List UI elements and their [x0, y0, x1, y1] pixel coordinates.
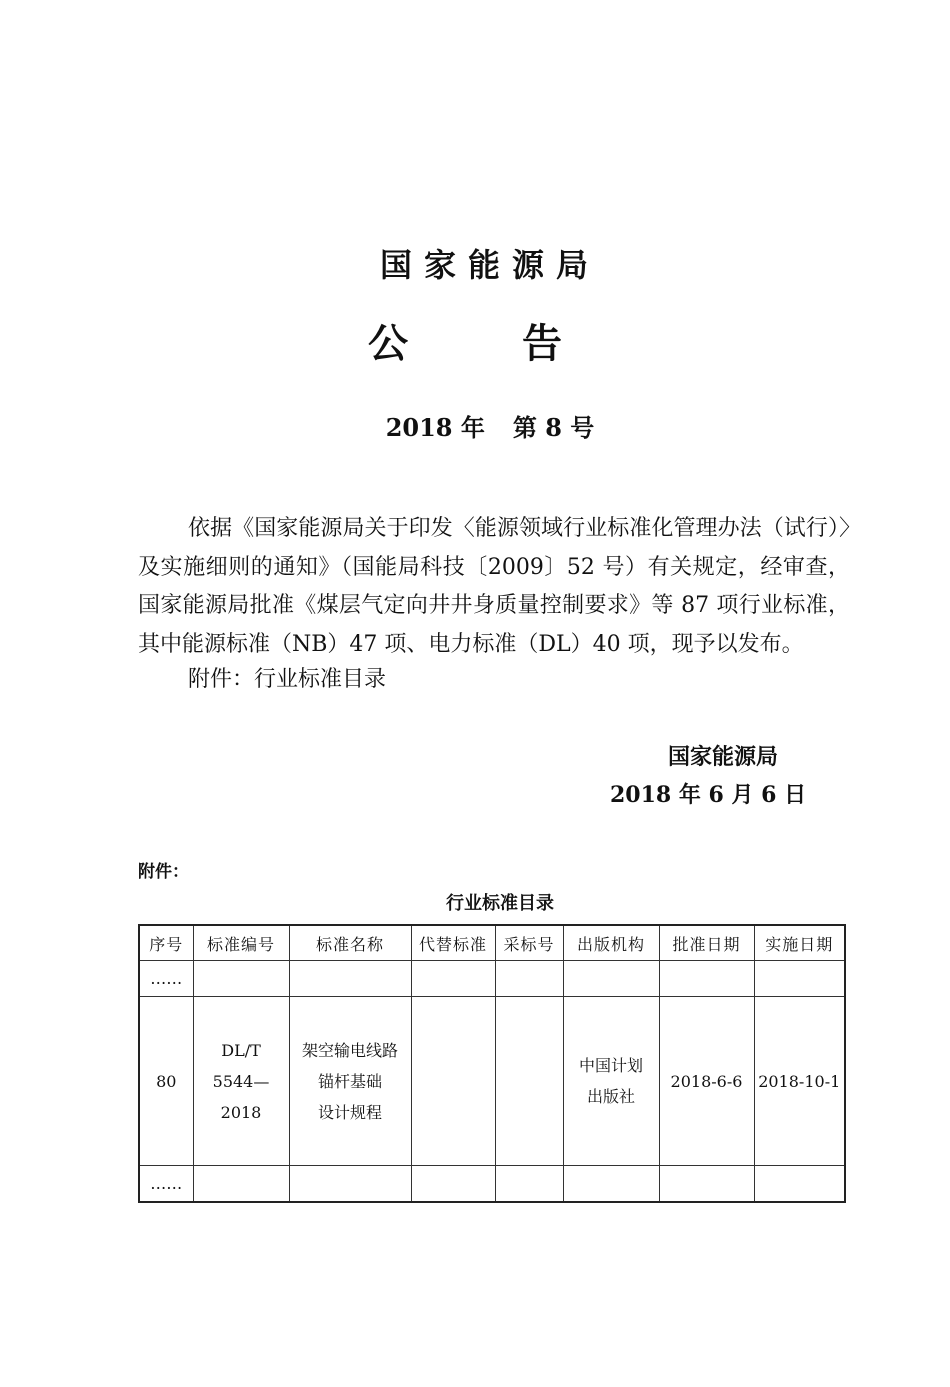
table-row — [139, 997, 845, 1166]
ellipsis-cell: …… — [139, 961, 193, 997]
standard-code-cell — [193, 997, 289, 1166]
column-header: 代替标准 — [411, 925, 495, 961]
table-row — [139, 961, 845, 997]
standard-name-line: 设计规程 — [317, 1102, 382, 1122]
table-row — [139, 1166, 845, 1203]
table-header-row — [139, 925, 845, 961]
column-header: 实施日期 — [754, 925, 845, 961]
column-header: 标准名称 — [289, 925, 411, 961]
seq-cell: 80 — [139, 997, 193, 1166]
standard-code-line: DL/T — [221, 1040, 261, 1060]
standard-name-line: 架空输电线路 — [301, 1040, 398, 1060]
catalog-table-title: 行业标准目录 — [446, 893, 554, 914]
standard-name-cell — [289, 997, 411, 1166]
effective-date-cell: 2018-10-1 — [754, 997, 845, 1166]
attachment-label: 附件： — [138, 862, 189, 882]
document-serial: 第 8 号 — [512, 413, 595, 442]
announcement-paragraph: 依据《国家能源局关于印发〈能源领域行业标准化管理办法（试行）〉及实施细则的通知》（国能局科技〔2009〕52 号）有关规定，经审查，国家能源局批准《煤层气定向井井身质量控制要求》等 87 项行业标准，其中能源标准（NB）47 项、电力标准（DL）40 项，现予以发布。 — [138, 516, 850, 657]
document-type: 公 告 — [368, 321, 612, 367]
document-number — [0, 408, 950, 443]
publisher-cell — [563, 997, 659, 1166]
publisher-line: 出版社 — [586, 1087, 635, 1106]
standards-catalog-table — [138, 924, 846, 1203]
document-year: 2018 年 — [385, 413, 485, 442]
publisher-line: 中国计划 — [578, 1056, 643, 1075]
column-header: 采标号 — [495, 925, 563, 961]
signature-date: 2018 年 6 月 6 日 — [610, 782, 807, 808]
column-header: 标准编号 — [193, 925, 289, 961]
adopted-number-cell — [495, 997, 563, 1166]
signature-issuer: 国家能源局 — [668, 745, 779, 770]
column-header: 出版机构 — [563, 925, 659, 961]
attachment-note: 附件：行业标准目录 — [188, 667, 387, 692]
standard-name-line: 锚杆基础 — [317, 1071, 382, 1091]
standard-code-line: 5544—2018 — [212, 1071, 270, 1122]
ellipsis-cell: …… — [139, 1166, 193, 1203]
column-header: 批准日期 — [659, 925, 754, 961]
issuer-title: 国家能源局 — [379, 246, 600, 284]
replaced-standard-cell — [411, 997, 495, 1166]
approval-date-cell: 2018-6-6 — [659, 997, 754, 1166]
announcement-body — [138, 510, 850, 664]
column-header: 序号 — [139, 925, 193, 961]
